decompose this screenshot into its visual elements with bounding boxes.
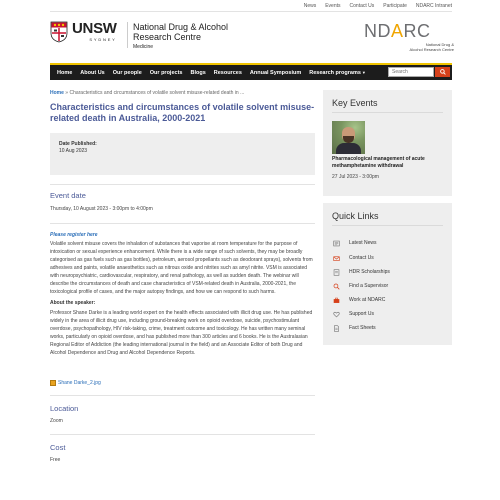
scholarship-icon — [332, 268, 340, 276]
location-value: Zoom — [50, 418, 63, 424]
unsw-crest-icon — [50, 21, 68, 43]
file-link-label: Shane Darke_2.jpg — [58, 380, 101, 386]
cost-heading: Cost — [50, 443, 66, 452]
published-box — [50, 133, 315, 175]
quick-link-label: Support Us — [349, 311, 375, 317]
quick-link-label: HDR Scholarships — [349, 269, 390, 275]
nav-our-projects[interactable]: Our projects — [149, 69, 183, 76]
centre-name-line1: National Drug & Alcohol — [133, 22, 229, 32]
quick-links-panel — [323, 203, 452, 345]
published-label: Date Published: — [59, 141, 97, 147]
search-icon — [332, 282, 340, 290]
ndarc-wordmark: NDARC — [364, 21, 431, 41]
quick-link-work-at-ndarc[interactable] — [332, 296, 385, 304]
page-title: Characteristics and circumstances of volatile solvent misuse-related death in Australia, 2000-2021 — [50, 102, 315, 123]
centre-name[interactable] — [133, 22, 228, 50]
top-link-intranet[interactable]: NDARC Intranet — [415, 3, 452, 9]
quick-links-heading: Quick Links — [332, 211, 379, 221]
quick-link-hdr-scholarships[interactable] — [332, 268, 390, 276]
mail-icon — [332, 254, 340, 262]
search-input[interactable] — [388, 67, 434, 77]
quick-link-label: Find a Supervisor — [349, 283, 389, 289]
speaker-bio: Professor Shane Darke is a leading world expert on the health effects associated with illicit drug use. He has published widely in the area of illicit drug use, including ground-breaking work on opioid overdose, suicide, psychostimulant overdose, psychopathology, HIV risk-taking, crime, treatment outcome and toxicology. He has written many seminal works, particularly on opioid overdose, and has published more than 300 articles and 6 books. He is the Australasian Regional Editor of Addiction (the leading international journal in the field) and an Associate Editor of both Drug and Alcohol Dependence and Drug and Alcohol Dependence Reports. — [50, 310, 313, 356]
chevron-down-icon: ▼ — [361, 69, 366, 75]
location-heading: Location — [50, 404, 79, 413]
centre-name-line2: Research Centre — [133, 32, 202, 42]
speaker-image-link[interactable] — [50, 380, 316, 386]
faculty-name: Medicine — [133, 44, 154, 50]
newspaper-icon — [332, 239, 340, 247]
nav-blogs[interactable]: Blogs — [190, 69, 206, 76]
document-icon — [332, 324, 340, 332]
quick-link-latest-news[interactable] — [332, 239, 377, 247]
breadcrumb — [50, 90, 316, 96]
search-button[interactable] — [435, 67, 450, 77]
main-content — [50, 90, 316, 464]
divider — [50, 184, 315, 185]
quick-link-contact-us[interactable] — [332, 254, 374, 262]
nav-about-us[interactable]: About Us — [80, 69, 105, 76]
event-date-heading: Event date — [50, 191, 86, 200]
key-events-heading: Key Events — [332, 98, 378, 108]
top-link-events[interactable]: Events — [325, 3, 341, 9]
quick-link-label: Latest News — [349, 240, 377, 246]
briefcase-icon — [332, 296, 340, 304]
unsw-sydney: SYDNEY — [89, 37, 117, 42]
event-date-value: Thursday, 10 August 2023 - 3:00pm to 4:00pm — [50, 206, 153, 212]
unsw-wordmark: UNSW — [72, 20, 117, 37]
heart-icon — [332, 310, 340, 318]
nav-resources[interactable]: Resources — [213, 69, 242, 76]
nav-annual-symposium[interactable]: Annual Symposium — [249, 69, 302, 76]
top-link-news[interactable]: News — [303, 3, 317, 9]
key-event-date: 27 Jul 2023 - 3:00pm — [332, 174, 379, 180]
quick-link-label: Contact Us — [349, 255, 374, 261]
event-description: Volatile solvent misuse covers the inhalation of substances that vaporise at room temperature for the purpose of intoxication or sexual experience enhancement. While there is a wide range of such solvents, they may be broadly categorised as gas fuels such as gas bottles), petroleum, aerosol propellants such as deodorant sprays), solvents from adhesives and paints, volatile anaesthetics such as nitrous oxide and nitrites such as amyl nitrite. VSM is associated with neuropsychiatric, cardiovascular, respiratory, and renal pathology, as well as sudden death. The webinar will describe the circumstances of death and case characteristics of VSM-related death in Australia, 2000-2021, the toxicological profile of cases, and the major autopsy findings, and how we can respond to such harms. — [50, 241, 313, 295]
register-link[interactable]: Please register here — [50, 232, 98, 238]
nav-home[interactable]: Home — [57, 69, 73, 76]
key-event-title[interactable]: Pharmacological management of acute methamphetamine withdrawal — [332, 156, 425, 169]
divider — [50, 395, 315, 396]
breadcrumb-home[interactable]: Home — [50, 90, 64, 96]
quick-link-label: Work at NDARC — [349, 297, 386, 303]
main-navigation — [50, 63, 452, 80]
cost-value: Free — [50, 457, 61, 463]
heading-underline — [332, 225, 443, 226]
quick-link-support-us[interactable] — [332, 310, 374, 318]
nav-research-programs[interactable]: Research programs▼ — [309, 69, 366, 76]
quick-link-fact-sheets[interactable] — [332, 324, 376, 332]
published-value: 10 Aug 2023 — [59, 148, 88, 154]
event-speaker-photo[interactable] — [332, 121, 365, 154]
ndarc-desc-line2: Alcohol Research Centre — [409, 47, 454, 52]
logo-divider — [127, 22, 128, 48]
search-icon — [440, 69, 446, 75]
breadcrumb-separator: » — [65, 90, 69, 96]
ndarc-desc-line1: National Drug & — [425, 42, 454, 47]
top-link-participate[interactable]: Participate — [383, 3, 407, 9]
quick-link-label: Fact Sheets — [349, 325, 376, 331]
nav-our-people[interactable]: Our people — [112, 69, 142, 76]
utility-links — [304, 3, 452, 9]
ndarc-logo[interactable] — [364, 22, 454, 52]
breadcrumb-current: Characteristics and circumstances of volatile solvent misuse-related death in ... — [69, 90, 245, 96]
top-divider — [50, 11, 452, 12]
speaker-heading: About the speaker: — [50, 300, 96, 306]
heading-underline — [332, 112, 443, 113]
key-events-panel — [323, 90, 452, 196]
unsw-logo[interactable] — [50, 21, 117, 43]
image-file-icon — [50, 380, 56, 386]
divider — [50, 223, 315, 224]
top-link-contact[interactable]: Contact Us — [349, 3, 375, 9]
quick-link-find-supervisor[interactable] — [332, 282, 388, 290]
divider — [50, 434, 315, 435]
